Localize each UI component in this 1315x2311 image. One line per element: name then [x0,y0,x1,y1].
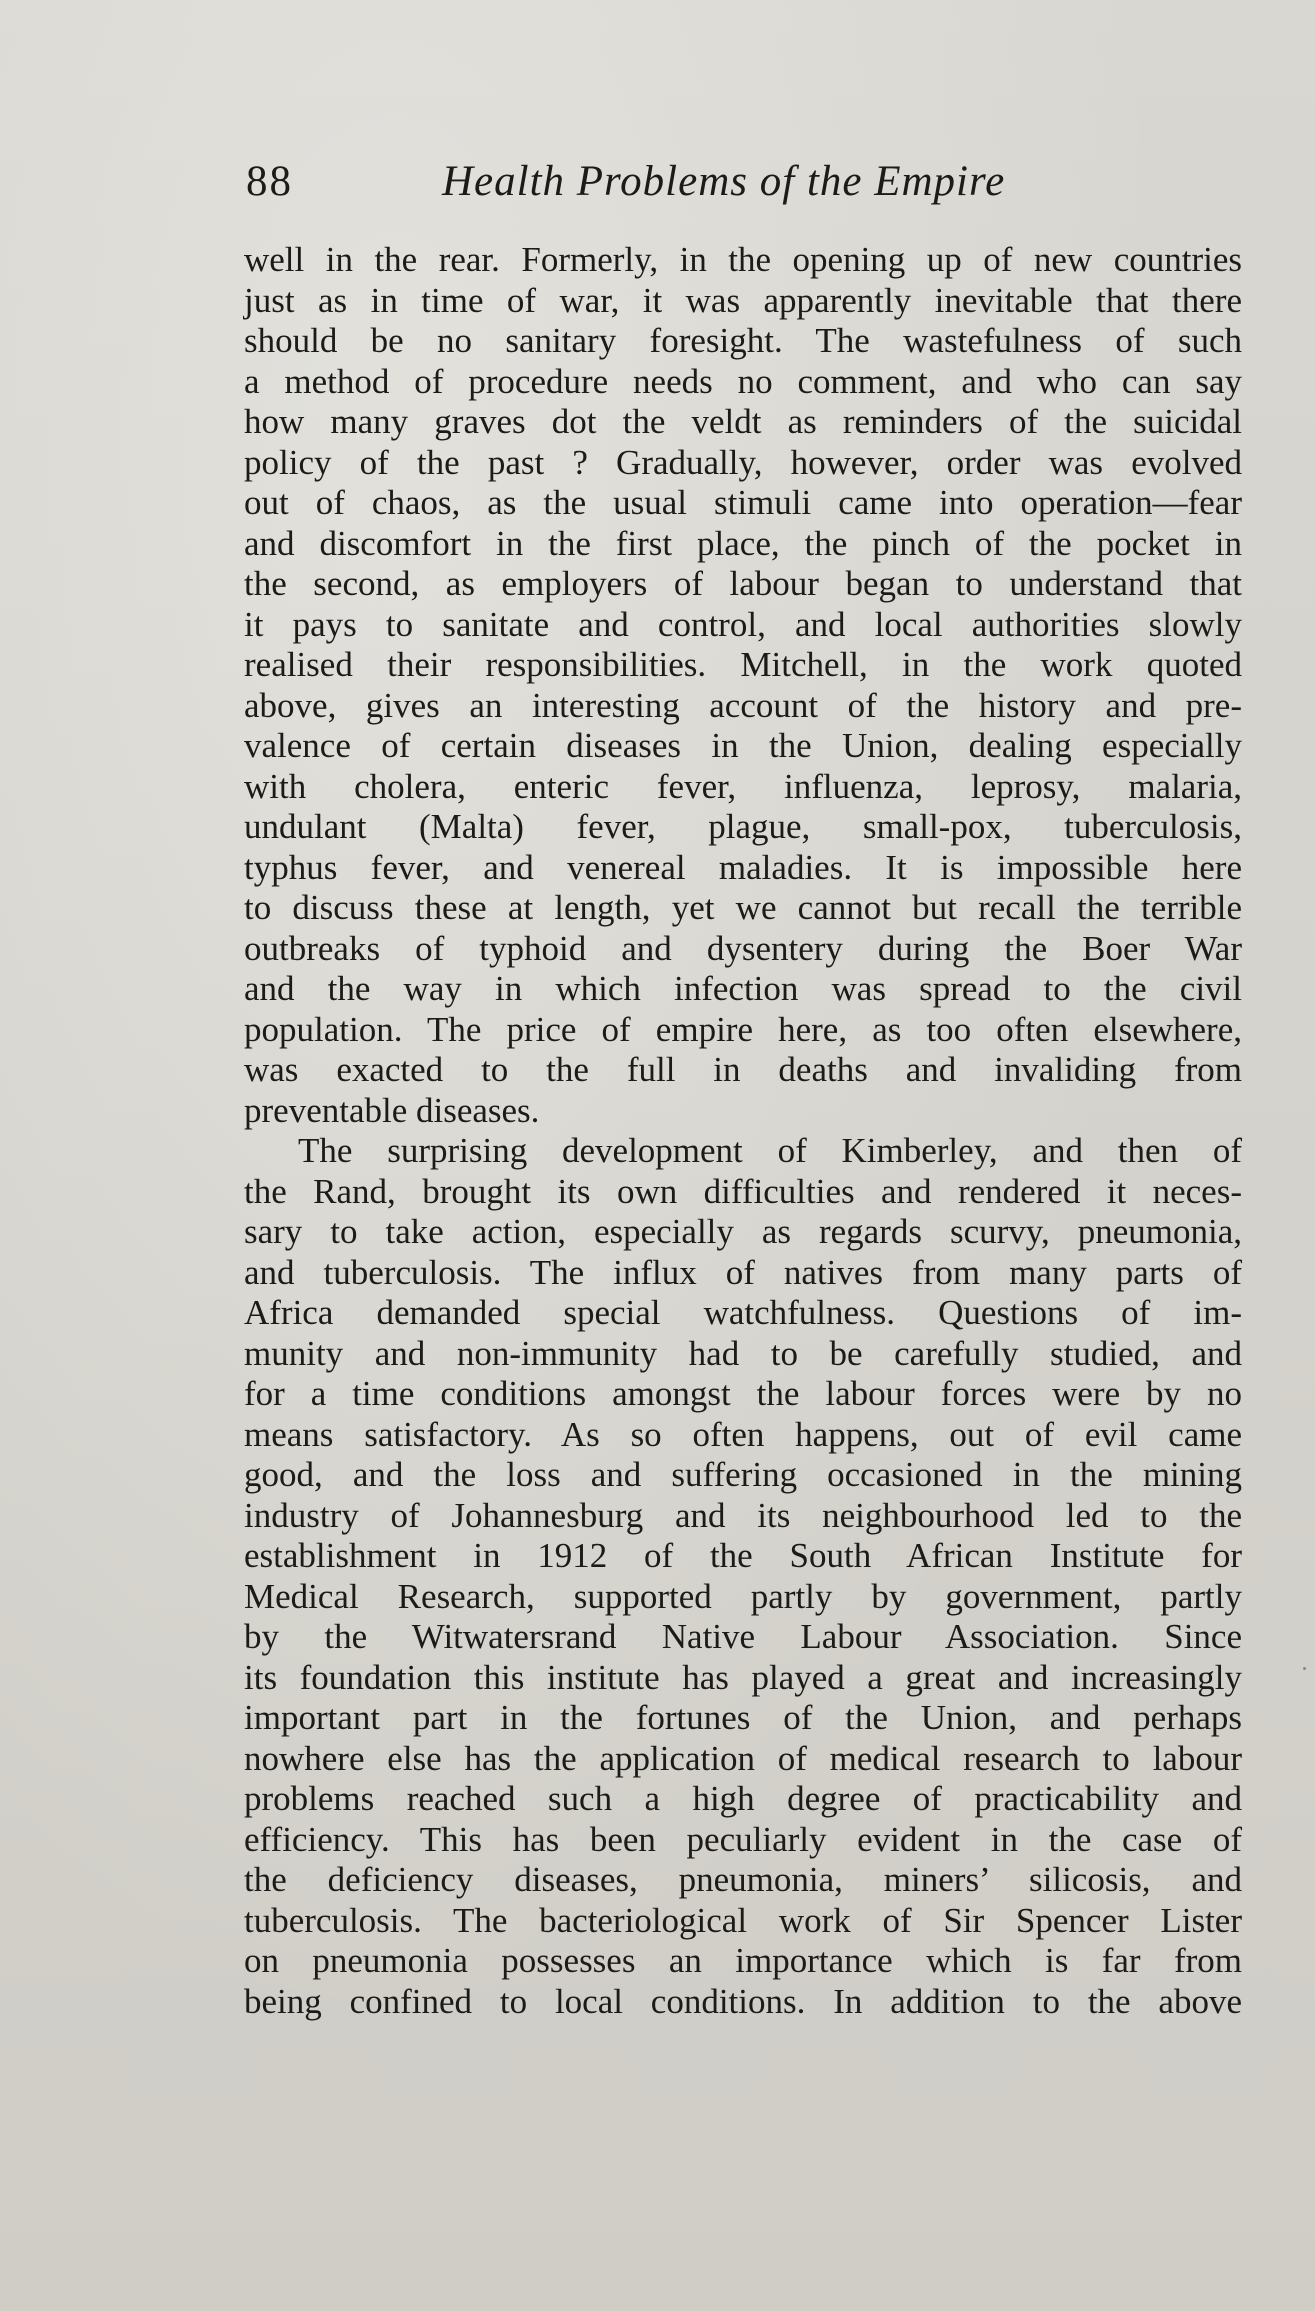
text-line: the Rand, brought its own difficulties and rendered it neces- [244,1171,1242,1211]
text-line: above, gives an interesting account of the history and pre- [244,685,1242,725]
text-line: it pays to sanitate and control, and local authorities slowly [244,604,1242,644]
text-line: important part in the fortunes of the Union, and perhaps [244,1698,1242,1737]
text-line: Africa demanded special watchfulness. Questions of im- [244,1293,1242,1332]
text-line: Medical Research, supported partly by government, partly [244,1576,1242,1616]
text-line: industry of Johannesburg and its neighbourhood led to the [244,1495,1242,1535]
text-line: to discuss these at length, yet we cannot but recall the terrible [244,888,1242,927]
text-line: on pneumonia possesses an importance which is far from [244,1941,1242,1980]
text-line: and the way in which infection was spread to the civil [244,969,1242,1008]
running-head [246,152,1063,212]
running-title: Health Problems of the Empire [442,158,1006,205]
text-line: sary to take action, especially as regards scurvy, pneumonia, [244,1212,1242,1251]
text-line: by the Witwatersrand Native Labour Association. Since [244,1617,1242,1656]
text-line: realised their responsibilities. Mitchell, in the work quoted [244,645,1242,684]
text-line: was exacted to the full in deaths and invaliding from [244,1050,1242,1089]
text-line: for a time conditions amongst the labour forces were by no [244,1374,1242,1413]
text-line: and tuberculosis. The influx of natives from many parts of [244,1252,1242,1292]
text-line: preventable diseases. [244,1090,540,1130]
text-line: typhus fever, and venereal maladies. It is impossible here [244,847,1242,887]
text-line: good, and the loss and suffering occasioned in the mining [244,1455,1242,1494]
text-line: The surprising development of Kimberley, and then of [298,1131,1242,1170]
text-line: out of chaos, as the usual stimuli came into operation—fear [244,483,1242,522]
paragraph [244,240,1242,1131]
text-line: efficiency. This has been peculiarly evident in the case of [244,1819,1242,1859]
text-line: a method of procedure needs no comment, and who can say [244,361,1242,401]
text-line: means satisfactory. As so often happens, out of evil came [244,1414,1242,1454]
text-line: the second, as employers of labour began to understand that [244,564,1242,603]
text-line: policy of the past ? Gradually, however, order was evolved [244,442,1242,482]
text-line: population. The price of empire here, as too often elsewhere, [244,1009,1242,1049]
text-line: establishment in 1912 of the South African Institute for [244,1536,1242,1575]
text-line: its foundation this institute has played a great and increasingly [244,1657,1242,1697]
text-line: being confined to local conditions. In addition to the above [244,1981,1242,2021]
paragraph [244,1131,1242,2022]
text-line: should be no sanitary foresight. The wastefulness of such [244,321,1242,360]
text-line: nowhere else has the application of medical research to labour [244,1738,1242,1778]
text-line: valence of certain diseases in the Union, dealing especially [244,726,1242,765]
text-line: problems reached such a high degree of practicability and [244,1779,1242,1818]
page-number: 88 [246,158,293,205]
margin-speck [1303,1667,1306,1670]
text-line: munity and non-immunity had to be carefully studied, and [244,1333,1242,1373]
text-line: tuberculosis. The bacteriological work of Sir Spencer Lister [244,1900,1242,1940]
text-line: just as in time of war, it was apparently inevitable that there [244,280,1242,320]
body-text [244,240,1242,2022]
text-line: how many graves dot the veldt as reminders of the suicidal [244,402,1242,441]
text-line: the deficiency diseases, pneumonia, miners’ silicosis, and [244,1860,1242,1899]
text-line: undulant (Malta) fever, plague, small-pox, tuberculosis, [244,807,1242,846]
text-line: with cholera, enteric fever, influenza, leprosy, malaria, [244,766,1242,806]
text-line: outbreaks of typhoid and dysentery during the Boer War [244,928,1242,968]
text-line: well in the rear. Formerly, in the opening up of new countries [244,240,1242,279]
text-line: and discomfort in the first place, the pinch of the pocket in [244,523,1242,563]
